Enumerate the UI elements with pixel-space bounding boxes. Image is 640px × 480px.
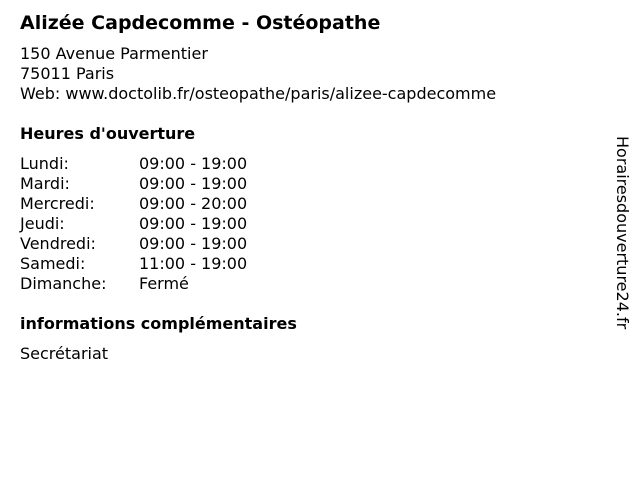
day-hours: 09:00 - 19:00: [139, 174, 248, 193]
day-label: Mardi:: [20, 174, 70, 193]
hours-row-thursday: [20, 214, 320, 234]
additional-info-heading: informations complémentaires: [20, 314, 297, 333]
hours-row-monday: [20, 154, 320, 174]
day-label: Jeudi:: [20, 214, 65, 233]
watermark-text: Horairesdouverture24.fr: [613, 136, 632, 330]
hours-row-wednesday: [20, 194, 320, 214]
business-address: [20, 44, 496, 104]
day-hours: 09:00 - 19:00: [139, 154, 248, 173]
hours-row-friday: [20, 234, 320, 254]
opening-hours-heading: Heures d'ouverture: [20, 124, 196, 143]
day-label: Mercredi:: [20, 194, 95, 213]
day-hours: 09:00 - 19:00: [139, 234, 248, 253]
website-link[interactable]: Web: www.doctolib.fr/osteopathe/paris/alizee-capdecomme: [20, 84, 497, 103]
day-label: Vendredi:: [20, 234, 96, 253]
additional-info-text: Secrétariat: [20, 344, 109, 363]
hours-row-sunday: [20, 274, 320, 294]
business-name: Alizée Capdecomme - Ostéopathe: [20, 12, 381, 34]
day-hours: Fermé: [139, 274, 189, 293]
site-watermark: [612, 136, 632, 346]
day-label: Samedi:: [20, 254, 86, 273]
address-city: 75011 Paris: [20, 64, 115, 83]
hours-row-tuesday: [20, 174, 320, 194]
opening-hours-list: [20, 154, 320, 294]
day-hours: 09:00 - 20:00: [139, 194, 248, 213]
hours-row-saturday: [20, 254, 320, 274]
day-label: Lundi:: [20, 154, 69, 173]
day-hours: 11:00 - 19:00: [139, 254, 248, 273]
address-street: 150 Avenue Parmentier: [20, 44, 208, 63]
day-hours: 09:00 - 19:00: [139, 214, 248, 233]
day-label: Dimanche:: [20, 274, 107, 293]
